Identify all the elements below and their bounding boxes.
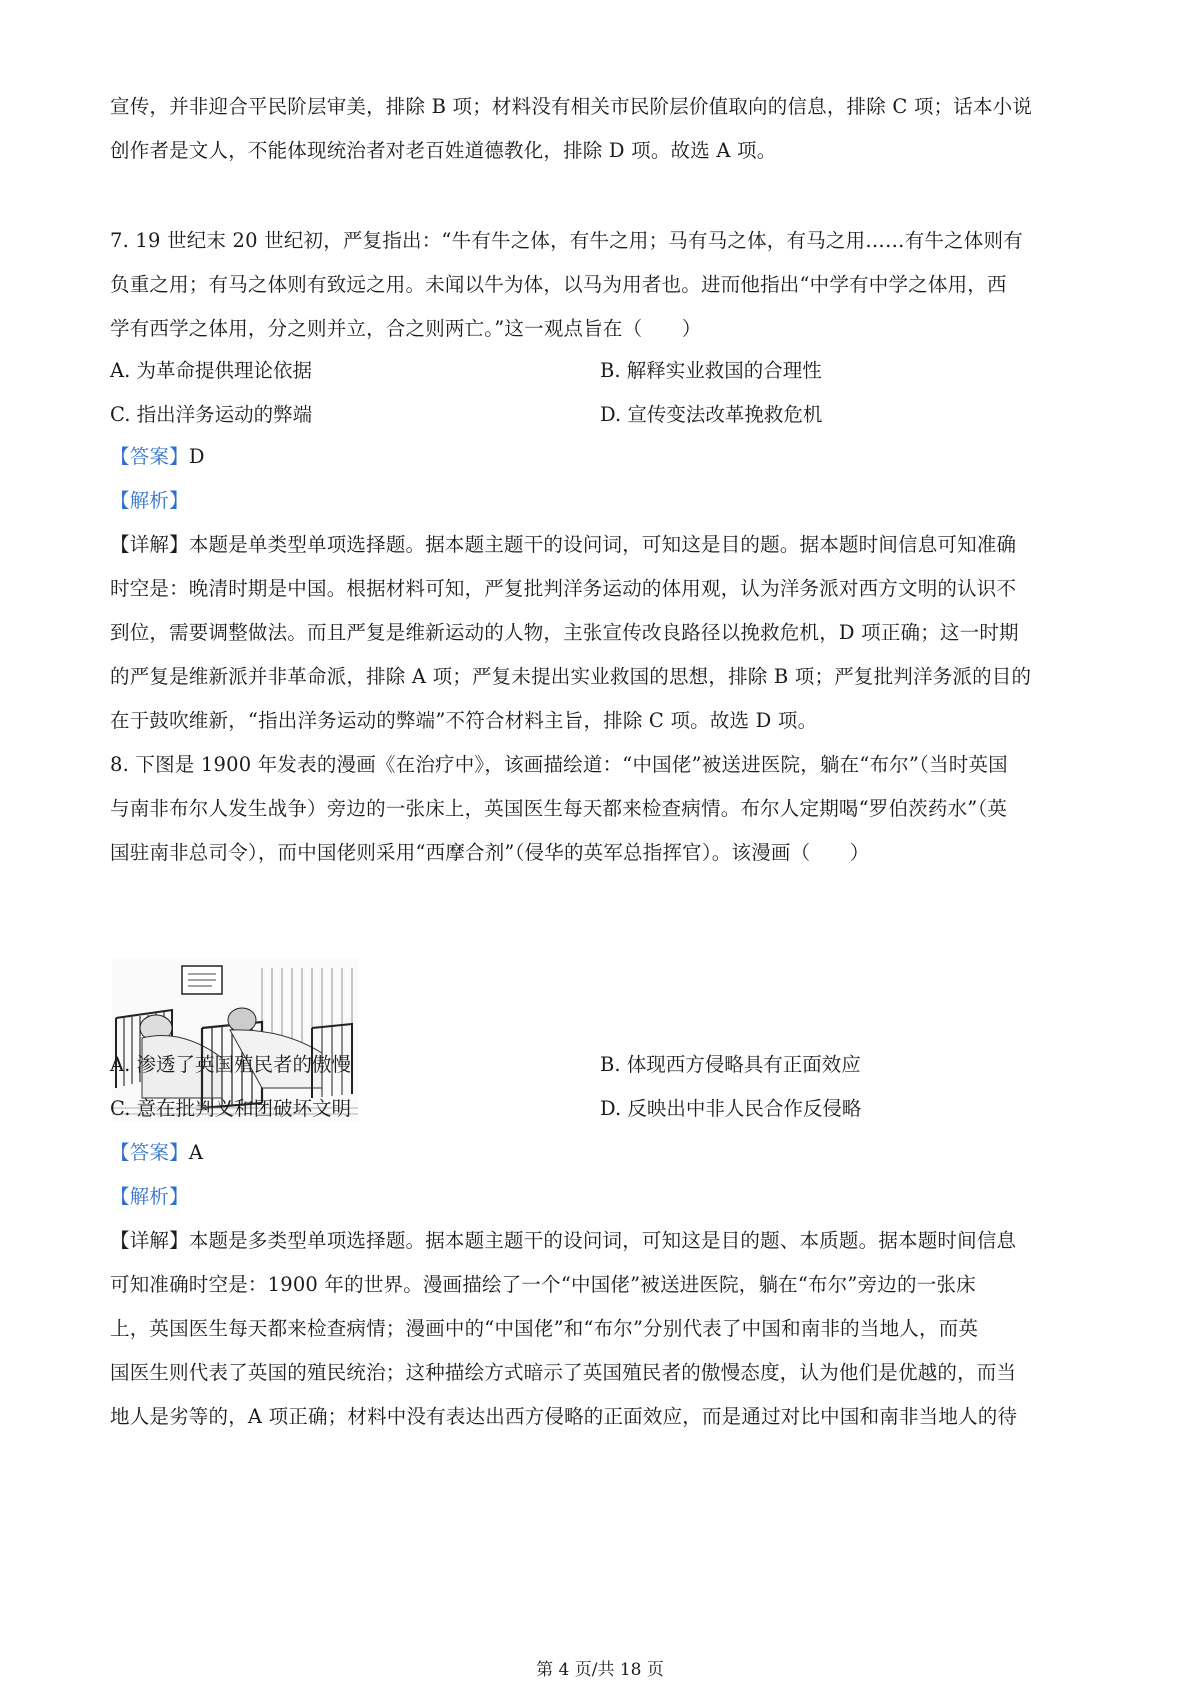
q8-analysis-tag (110, 1182, 1100, 1212)
q7-option-d: D. 宣传变法改革挽救危机 (600, 403, 823, 426)
text-line: 时空是：晚清时期是中国。根据材料可知，严复批判洋务运动的体用观，认为洋务派对西方文明的认识不 (110, 577, 1017, 600)
explanation-text: 本题是单类型单项选择题。据本题主题干的设问词，可知这是目的题。据本题时间信息可知准确 (188, 533, 1017, 556)
q8-option-d: D. 反映出中非人民合作反侵略 (600, 1097, 862, 1120)
q8-explanation (110, 1226, 1100, 1256)
question-8-stem: 8. 下图是 1900 年发表的漫画《在治疗中》，该画描绘道：“中国佬”被送进医院，躺在“布尔”（当时英国 (110, 753, 1008, 776)
answer-value: A (188, 1141, 204, 1164)
question-7-stem: 学有西学之体用，分之则并立，合之则两亡。”这一观点旨在（ ） (110, 317, 702, 340)
question-8-stem: 与南非布尔人发生战争）旁边的一张床上，英国医生每天都来检查病情。布尔人定期喝“罗伯茨药水”（英 (110, 797, 1008, 820)
answer-tag: 【答案】 (110, 445, 189, 468)
analysis-tag: 【解析】 (110, 1185, 189, 1208)
question-7-stem: 负重之用；有马之体则有致远之用。未闻以牛为体，以马为用者也。进而他指出“中学有中学之体用，西 (110, 273, 1007, 296)
text-line: 国医生则代表了英国的殖民统治；这种描绘方式暗示了英国殖民者的傲慢态度，认为他们是优越的，而当 (110, 1361, 1017, 1384)
q8-option-a: A. 渗透了英国殖民者的傲慢 (110, 1053, 351, 1076)
q8-option-c: C. 意在批判义和团破坏文明 (110, 1097, 352, 1120)
explanation-text: 本题是多类型单项选择题。据本题主题干的设问词，可知这是目的题、本质题。据本题时间信息 (188, 1229, 1017, 1252)
analysis-tag: 【解析】 (110, 489, 189, 512)
q7-explanation (110, 530, 1100, 560)
question-7-stem: 7. 19 世纪末 20 世纪初，严复指出：“牛有牛之体，有牛之用；马有马之体，有马之用……有牛之体则有 (110, 229, 1023, 252)
detail-tag: 【详解】 (110, 533, 189, 556)
q8-answer (110, 1138, 1100, 1168)
text-line: 宣传，并非迎合平民阶层审美，排除 B 项；材料没有相关市民阶层价值取向的信息，排除 C 项；话本小说 (110, 95, 1033, 118)
q7-option-a: A. 为革命提供理论依据 (110, 359, 312, 382)
text-line: 地人是劣等的，A 项正确；材料中没有表达出西方侵略的正面效应，而是通过对比中国和南非当地人的待 (110, 1405, 1018, 1428)
text-line: 创作者是文人，不能体现统治者对老百姓道德教化，排除 D 项。故选 A 项。 (110, 139, 777, 162)
detail-tag: 【详解】 (110, 1229, 189, 1252)
q7-answer (110, 442, 1100, 472)
text-line: 到位，需要调整做法。而且严复是维新运动的人物，主张宣传改良路径以挽救危机，D 项正确；这一时期 (110, 621, 1019, 644)
text-line: 可知准确时空是：1900 年的世界。漫画描绘了一个“中国佬”被送进医院，躺在“布尔”旁边的一张床 (110, 1273, 976, 1296)
text-line: 上，英国医生每天都来检查病情；漫画中的“中国佬”和“布尔”分别代表了中国和南非的当地人，而英 (110, 1317, 979, 1340)
q7-option-b: B. 解释实业救国的合理性 (600, 359, 822, 382)
answer-value: D (188, 445, 205, 468)
q8-option-b: B. 体现西方侵略具有正面效应 (600, 1053, 861, 1076)
q7-analysis-tag (110, 486, 1100, 516)
text-line: 在于鼓吹维新，“指出洋务运动的弊端”不符合材料主旨，排除 C 项。故选 D 项。 (110, 709, 818, 732)
q7-option-c: C. 指出洋务运动的弊端 (110, 403, 313, 426)
text-line: 的严复是维新派并非革命派，排除 A 项；严复未提出实业救国的思想，排除 B 项；严复批判洋务派的目的 (110, 665, 1032, 688)
answer-tag: 【答案】 (110, 1141, 189, 1164)
page-number: 第 4 页/共 18 页 (536, 1660, 664, 1680)
question-8-stem: 国驻南非总司令），而中国佬则采用“西摩合剂”（侵华的英军总指挥官）。该漫画（ ） (110, 841, 870, 864)
